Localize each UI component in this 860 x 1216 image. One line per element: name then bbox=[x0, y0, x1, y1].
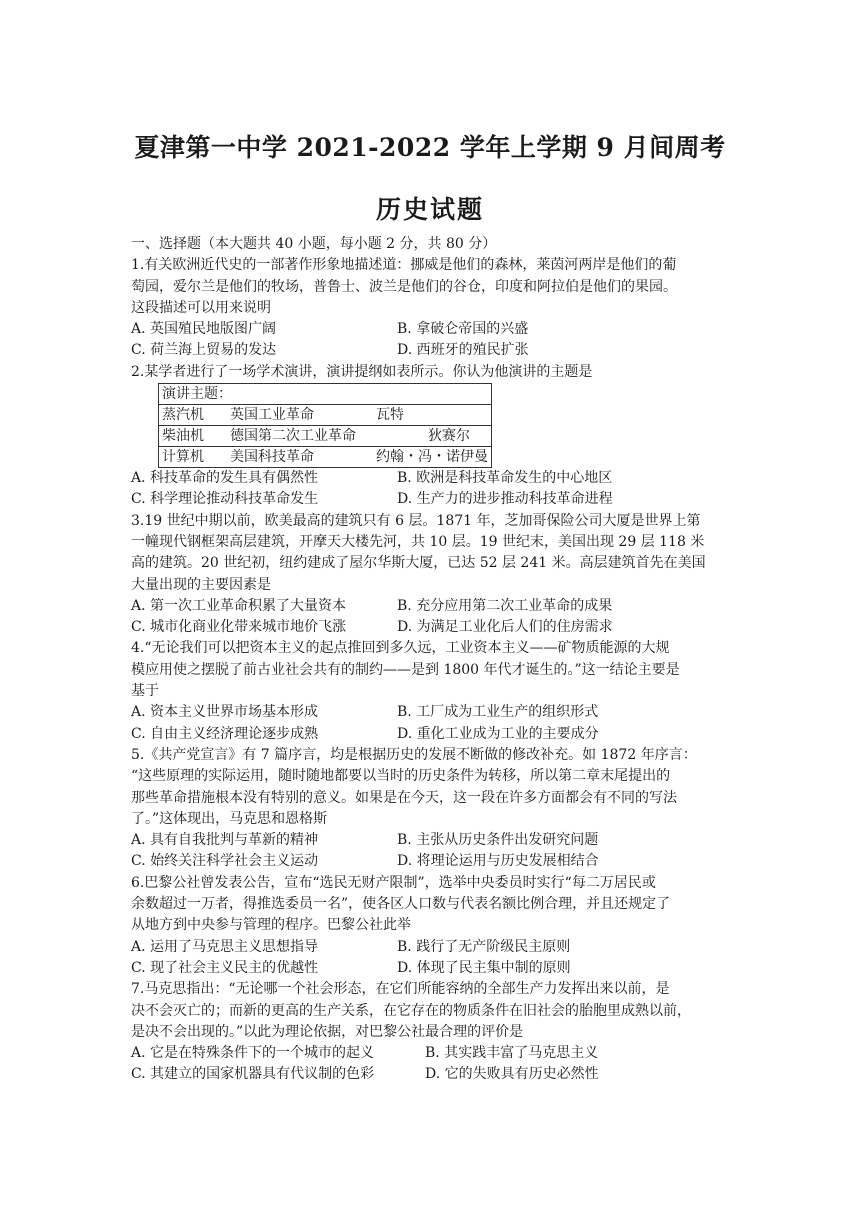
option-row bbox=[131, 319, 731, 340]
question-stem-line: 模应用使之摆脱了前古业社会共有的制约——是到 1800 年代才诞生的。”这一结论主要是 bbox=[131, 661, 680, 678]
inventor: 狄赛尔 bbox=[428, 428, 470, 445]
option-row bbox=[131, 724, 731, 745]
option-d: D. 生产力的进步推动科技革命进程 bbox=[397, 491, 613, 508]
question-stem-line: 1.有关欧洲近代史的一部著作形象地描述道：挪威是他们的森林，莱茵河两岸是他们的葡 bbox=[131, 257, 677, 274]
option-row bbox=[131, 851, 731, 872]
table-cell bbox=[159, 447, 492, 468]
option-c: C. 荷兰海上贸易的发达 bbox=[131, 342, 277, 359]
option-row bbox=[131, 489, 731, 510]
table-row bbox=[159, 384, 492, 405]
table-cell bbox=[159, 405, 492, 426]
option-row bbox=[131, 596, 731, 617]
inventor: 瓦特 bbox=[376, 407, 404, 424]
option-b: B. 其实践丰富了马克思主义 bbox=[425, 1045, 599, 1062]
exam-content bbox=[131, 234, 731, 1086]
option-c: C. 自由主义经济理论逐步成熟 bbox=[131, 725, 319, 742]
question-stem-line: 4.“无论我们可以把资本主义的起点推回到多久远，工业资本主义——矿物质能源的大规 bbox=[131, 640, 670, 657]
table-row bbox=[159, 447, 492, 468]
question-5 bbox=[131, 745, 731, 873]
option-a: A. 它是在特殊条件下的一个城市的起义 bbox=[131, 1045, 375, 1062]
option-c: C. 城市化商业化带来城市地价飞涨 bbox=[131, 619, 347, 636]
table-row bbox=[159, 405, 492, 426]
question-stem-line: 从地方到中央参与管理的程序。巴黎公社此举 bbox=[131, 917, 411, 934]
invention: 柴油机 bbox=[162, 428, 204, 445]
section-heading: 一、选择题（本大题共 40 小题，每小题 2 分，共 80 分） bbox=[131, 236, 497, 252]
option-a: A. 第一次工业革命积累了大量资本 bbox=[131, 597, 347, 614]
question-stem-line: 2.某学者进行了一场学术演讲，演讲提纲如表所示。你认为他演讲的主题是 bbox=[131, 363, 593, 380]
question-stem-line: “这些原理的实际运用，随时随地都要以当时的历史条件为转移，所以第二章末尾提出的 bbox=[131, 768, 671, 785]
option-b: B. 欧洲是科技革命发生的中心地区 bbox=[397, 470, 613, 487]
table-header-cell: 演讲主题： bbox=[159, 384, 492, 405]
question-stem-line: 了。”这体现出，马克思和恩格斯 bbox=[131, 810, 328, 827]
question-stem-line: 那些革命措施根本没有特别的意义。如果是在今天，这一段在许多方面都会有不同的写法 bbox=[131, 789, 677, 806]
option-c: C. 现了社会主义民主的优越性 bbox=[131, 959, 319, 976]
invention: 蒸汽机 bbox=[162, 407, 204, 424]
question-stem-line: 萄园，爱尔兰是他们的牧场，普鲁士、波兰是他们的谷仓，印度和阿拉伯是他们的果园。 bbox=[131, 278, 677, 295]
option-d: D. 为满足工业化后人们的住房需求 bbox=[397, 619, 613, 636]
exam-subtitle: 历史试题 bbox=[375, 195, 484, 224]
option-b: B. 践行了无产阶级民主原则 bbox=[397, 938, 571, 955]
question-3 bbox=[131, 511, 731, 639]
question-stem-line: 大量出现的主要因素是 bbox=[131, 576, 271, 593]
option-a: A. 运用了马克思主义思想指导 bbox=[131, 938, 319, 955]
option-row bbox=[131, 1043, 731, 1064]
question-2 bbox=[131, 362, 731, 511]
option-row bbox=[131, 468, 731, 489]
question-stem-line: 高的建筑。20 世纪初，纽约建成了屋尔华斯大厦，已达 52 层 241 米。高层建筑首先在美国 bbox=[131, 555, 706, 572]
question-stem-line: 一幢现代钢框架高层建筑，开摩天大楼先河，共 10 层。19 世纪末，美国出现 29 层 118 米 bbox=[131, 533, 705, 550]
table-row bbox=[159, 426, 492, 447]
option-row bbox=[131, 830, 731, 851]
option-row bbox=[131, 702, 731, 723]
option-a: A. 具有自我批判与革新的精神 bbox=[131, 832, 319, 849]
option-a: A. 科技革命的发生具有偶然性 bbox=[131, 470, 319, 487]
option-d: D. 重化工业成为工业的主要成分 bbox=[397, 725, 599, 742]
option-b: B. 拿破仑帝国的兴盛 bbox=[397, 321, 529, 338]
question-6 bbox=[131, 873, 731, 979]
option-a: A. 英国殖民地版图广阔 bbox=[131, 321, 277, 338]
option-d: D. 西班牙的殖民扩张 bbox=[397, 342, 529, 359]
revolution: 德国第二次工业革命 bbox=[230, 428, 356, 445]
question-stem-line: 基于 bbox=[131, 683, 159, 700]
revolution: 美国科技革命 bbox=[230, 449, 314, 466]
option-d: D. 它的失败具有历史必然性 bbox=[425, 1066, 599, 1083]
option-row bbox=[131, 340, 731, 361]
inventor: 约翰・冯・诺伊曼 bbox=[376, 449, 488, 466]
option-d: D. 体现了民主集中制的原则 bbox=[397, 959, 571, 976]
option-row bbox=[131, 617, 731, 638]
option-b: B. 工厂成为工业生产的组织形式 bbox=[397, 704, 599, 721]
invention: 计算机 bbox=[162, 449, 204, 466]
question-stem-line: 5.《共产党宣言》有 7 篇序言，均是根据历史的发展不断做的修改补充。如 1872 年序言： bbox=[131, 746, 697, 763]
question-stem-line: 3.19 世纪中期以前，欧美最高的建筑只有 6 层。1871 年，芝加哥保险公司大厦是世界上第 bbox=[131, 512, 701, 529]
question-stem-line: 余数超过一万者，得推选委员一名”，使各区人口数与代表名额比例合理，并且还规定了 bbox=[131, 896, 671, 913]
question-4 bbox=[131, 638, 731, 744]
option-row bbox=[131, 1064, 731, 1085]
option-c: C. 其建立的国家机器具有代议制的色彩 bbox=[131, 1066, 375, 1083]
question-1 bbox=[131, 255, 731, 361]
option-d: D. 将理论运用与历史发展相结合 bbox=[397, 853, 599, 870]
question-stem-line: 决不会灭亡的；而新的更高的生产关系，在它存在的物质条件在旧社会的胎胞里成熟以前， bbox=[131, 1002, 691, 1019]
option-c: C. 科学理论推动科技革命发生 bbox=[131, 491, 319, 508]
table-cell bbox=[159, 426, 492, 447]
option-a: A. 资本主义世界市场基本形成 bbox=[131, 704, 319, 721]
option-c: C. 始终关注科学社会主义运动 bbox=[131, 853, 319, 870]
revolution: 英国工业革命 bbox=[230, 407, 314, 424]
question-7 bbox=[131, 979, 731, 1085]
question-stem-line: 是决不会出现的。”以此为理论依据，对巴黎公社最合理的评价是 bbox=[131, 1023, 524, 1040]
question-stem-line: 7.马克思指出：“无论哪一个社会形态，在它们所能容纳的全部生产力发挥出来以前，是 bbox=[131, 981, 670, 998]
option-b: B. 充分应用第二次工业革命的成果 bbox=[397, 597, 613, 614]
question-stem-line: 6.巴黎公社曾发表公告，宣布“选民无财产限制”，选举中央委员时实行“每二万居民或 bbox=[131, 874, 656, 891]
exam-title: 夏津第一中学 2021-2022 学年上学期 9 月间周考 bbox=[134, 133, 726, 162]
option-row bbox=[131, 958, 731, 979]
question-stem-line: 这段描述可以用来说明 bbox=[131, 299, 271, 316]
option-b: B. 主张从历史条件出发研究问题 bbox=[397, 832, 599, 849]
lecture-outline-table bbox=[158, 383, 492, 468]
option-row bbox=[131, 937, 731, 958]
